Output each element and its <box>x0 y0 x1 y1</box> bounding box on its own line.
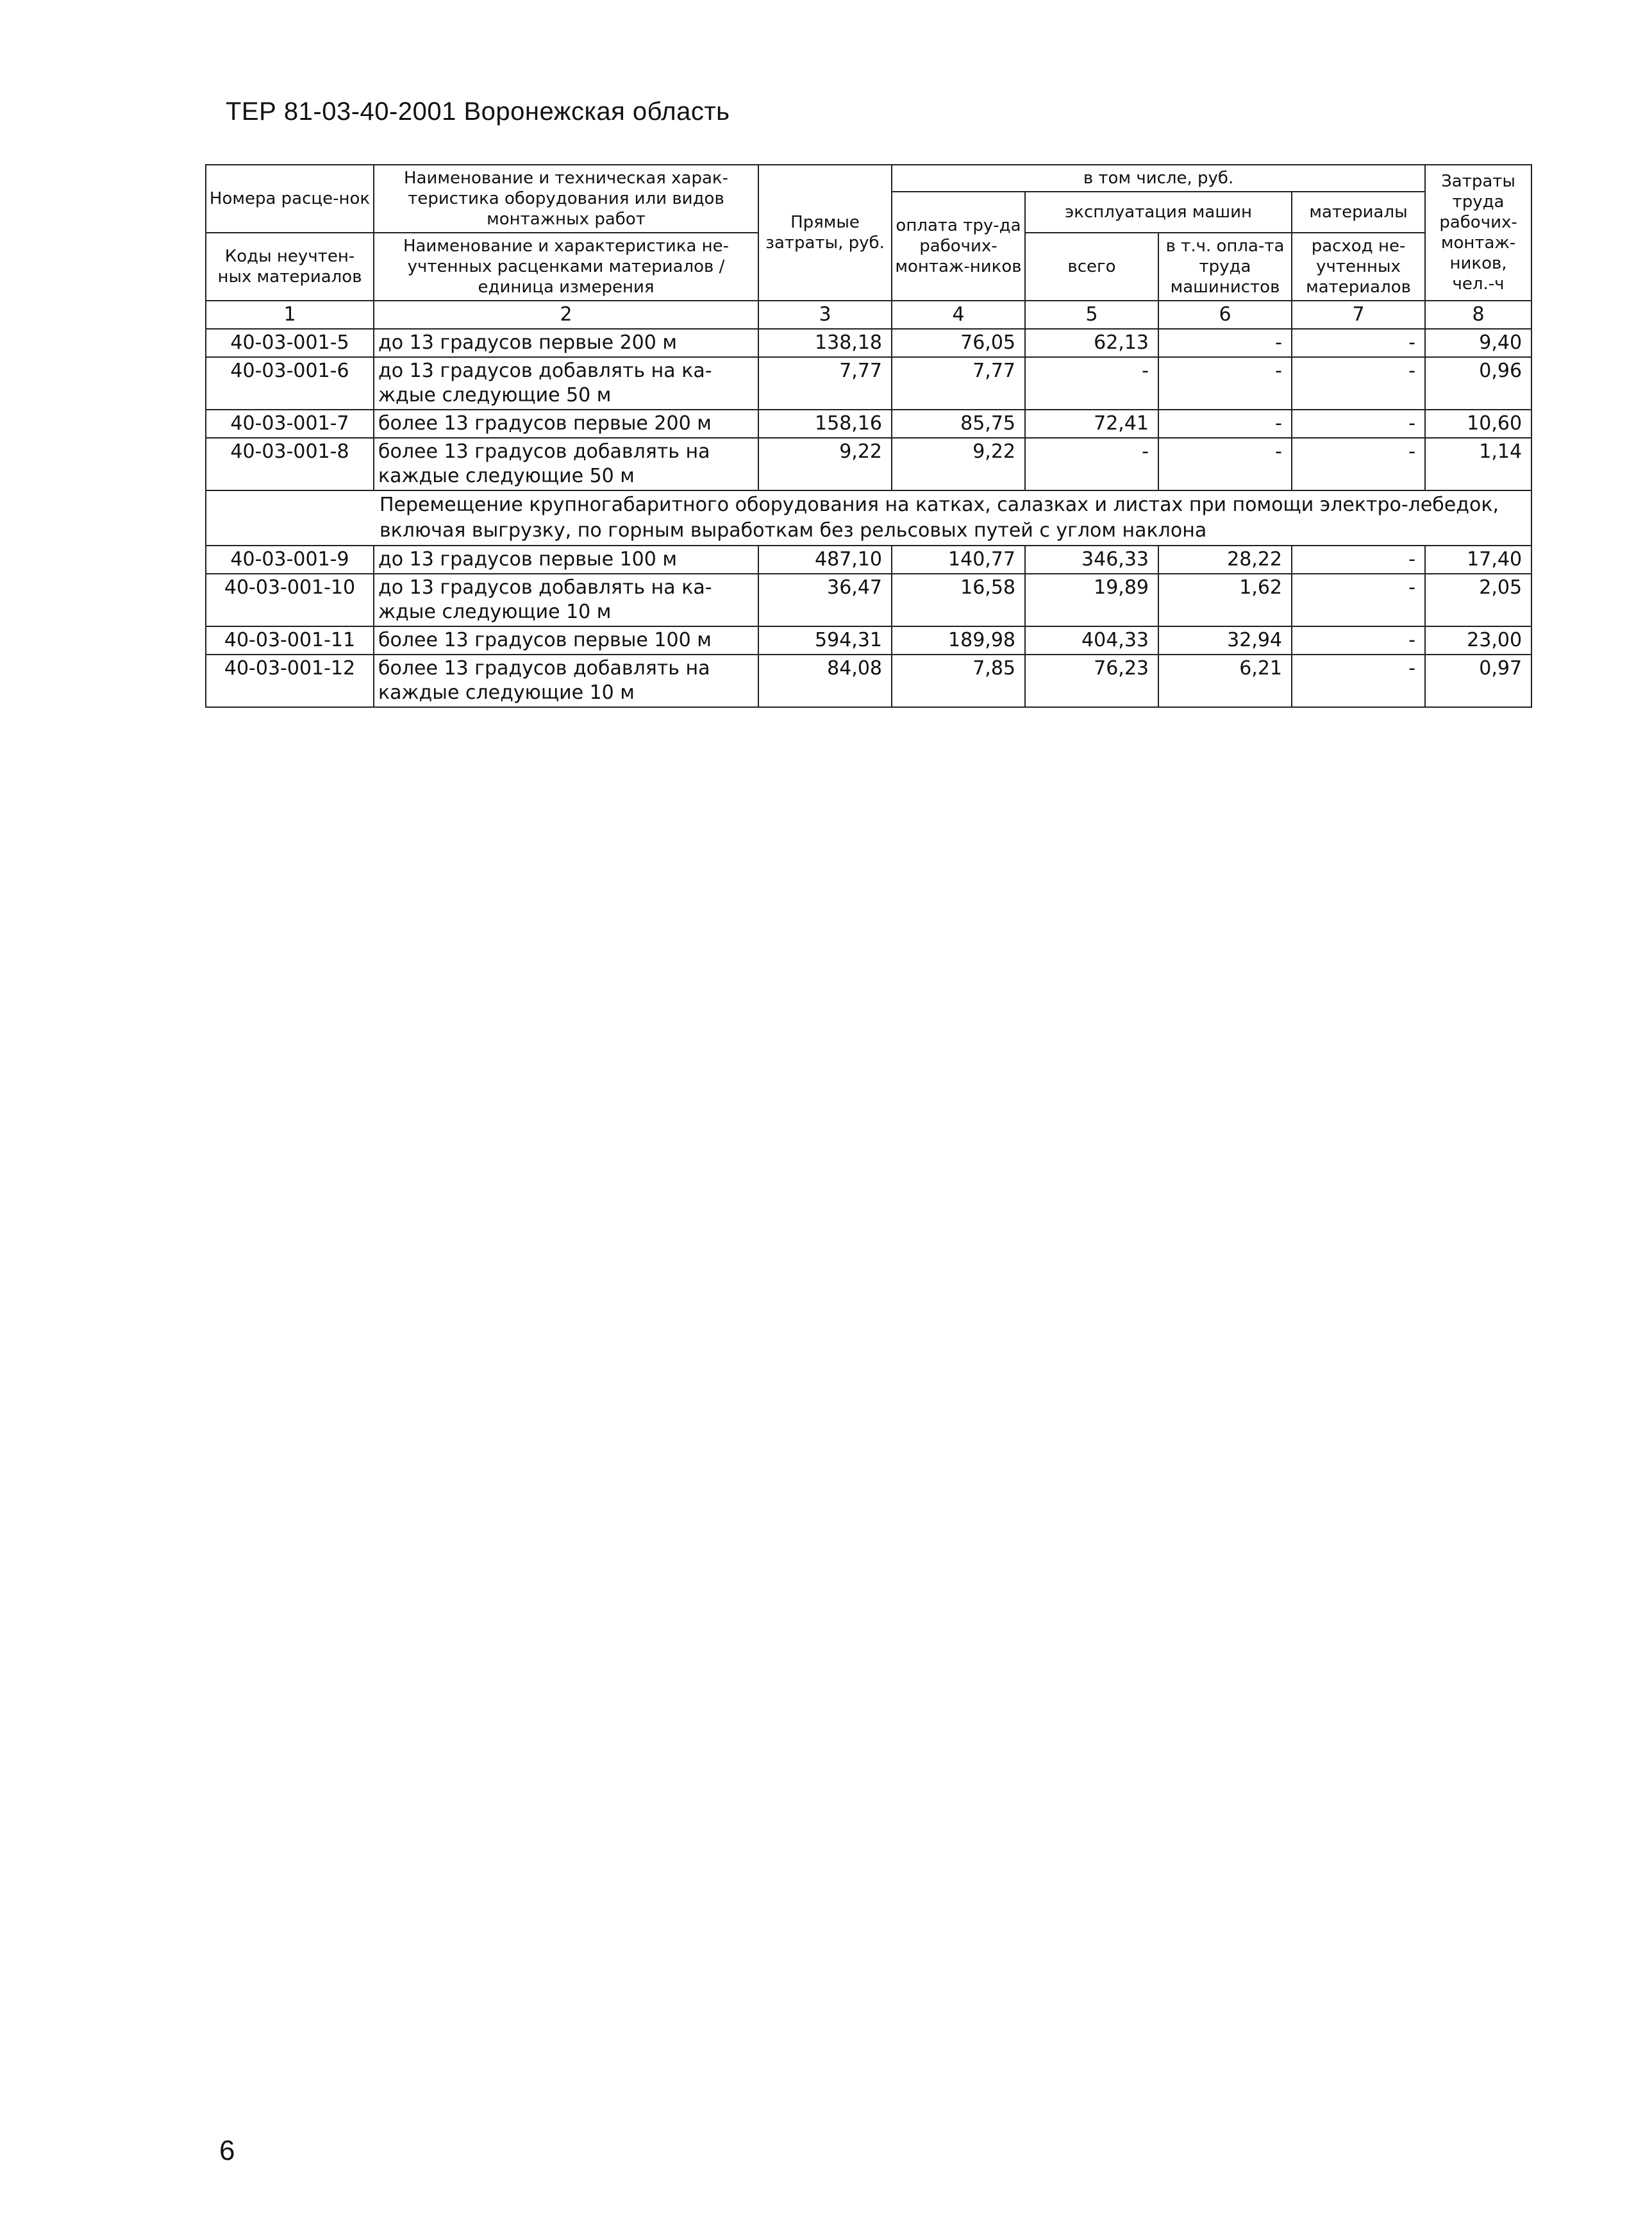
labor-hours: 0,97 <box>1425 655 1531 707</box>
direct-costs: 138,18 <box>758 329 892 357</box>
header-machine-total: всего <box>1025 233 1158 301</box>
header-including: в том числе, руб. <box>892 165 1425 192</box>
work-name: до 13 градусов добавлять на ка-ждые следующие 50 м <box>374 357 758 410</box>
direct-costs: 487,10 <box>758 546 892 574</box>
table-row <box>206 438 1531 490</box>
header-work-name: Наименование и техническая харак-теристика оборудования или видов монтажных работ <box>374 165 758 233</box>
rate-code: 40-03-001-11 <box>206 626 374 655</box>
direct-costs: 9,22 <box>758 438 892 490</box>
column-index: 8 <box>1425 301 1531 329</box>
column-index: 4 <box>892 301 1025 329</box>
rate-code: 40-03-001-7 <box>206 410 374 438</box>
labor-hours: 23,00 <box>1425 626 1531 655</box>
rate-code: 40-03-001-5 <box>206 329 374 357</box>
rate-code: 40-03-001-8 <box>206 438 374 490</box>
table-row <box>206 626 1531 655</box>
header-material-name: Наименование и характеристика не-учтенных расценками материалов / единица измерения <box>374 233 758 301</box>
labor-hours: 2,05 <box>1425 574 1531 626</box>
machinist-pay: 6,21 <box>1158 655 1292 707</box>
rate-code: 40-03-001-6 <box>206 357 374 410</box>
work-name: более 13 градусов первые 100 м <box>374 626 758 655</box>
column-index-row <box>206 301 1531 329</box>
labor-pay: 7,77 <box>892 357 1025 410</box>
materials: - <box>1292 655 1425 707</box>
materials: - <box>1292 626 1425 655</box>
materials: - <box>1292 546 1425 574</box>
work-name: до 13 градусов добавлять на ка-ждые следующие 10 м <box>374 574 758 626</box>
column-index: 6 <box>1158 301 1292 329</box>
materials: - <box>1292 329 1425 357</box>
machine-total: 346,33 <box>1025 546 1158 574</box>
header-labor-hours: Затраты труда рабочих-монтаж-ников, чел.-ч <box>1425 165 1531 301</box>
direct-costs: 594,31 <box>758 626 892 655</box>
labor-pay: 9,22 <box>892 438 1025 490</box>
machine-total: - <box>1025 438 1158 490</box>
work-name: более 13 градусов первые 200 м <box>374 410 758 438</box>
header-unaccounted-materials: расход не-учтенных материалов <box>1292 233 1425 301</box>
machine-total: 19,89 <box>1025 574 1158 626</box>
header-row-1 <box>206 165 1531 192</box>
labor-pay: 189,98 <box>892 626 1025 655</box>
rate-code: 40-03-001-12 <box>206 655 374 707</box>
column-index: 7 <box>1292 301 1425 329</box>
labor-pay: 76,05 <box>892 329 1025 357</box>
machine-total: - <box>1025 357 1158 410</box>
materials: - <box>1292 410 1425 438</box>
work-name: более 13 градусов добавлять на каждые следующие 10 м <box>374 655 758 707</box>
header-direct-costs: Прямые затраты, руб. <box>758 165 892 301</box>
direct-costs: 36,47 <box>758 574 892 626</box>
rate-code: 40-03-001-9 <box>206 546 374 574</box>
header-machine-operation: эксплуатация машин <box>1025 192 1292 233</box>
machinist-pay: 32,94 <box>1158 626 1292 655</box>
header-rate-numbers: Номера расце-нок <box>206 165 374 233</box>
table-row <box>206 357 1531 410</box>
labor-hours: 17,40 <box>1425 546 1531 574</box>
materials: - <box>1292 574 1425 626</box>
table-row <box>206 546 1531 574</box>
machinist-pay: - <box>1158 410 1292 438</box>
column-index: 1 <box>206 301 374 329</box>
page-number: 6 <box>219 2135 235 2166</box>
column-index: 3 <box>758 301 892 329</box>
labor-pay: 140,77 <box>892 546 1025 574</box>
column-index: 5 <box>1025 301 1158 329</box>
labor-hours: 9,40 <box>1425 329 1531 357</box>
labor-pay: 85,75 <box>892 410 1025 438</box>
machine-total: 72,41 <box>1025 410 1158 438</box>
rates-table <box>205 164 1532 708</box>
table-row <box>206 655 1531 707</box>
labor-pay: 16,58 <box>892 574 1025 626</box>
machine-total: 404,33 <box>1025 626 1158 655</box>
direct-costs: 158,16 <box>758 410 892 438</box>
document-title: ТЕР 81-03-40-2001 Воронежская область <box>226 97 730 126</box>
column-index: 2 <box>374 301 758 329</box>
labor-hours: 1,14 <box>1425 438 1531 490</box>
table-row <box>206 574 1531 626</box>
materials: - <box>1292 357 1425 410</box>
direct-costs: 7,77 <box>758 357 892 410</box>
machine-total: 62,13 <box>1025 329 1158 357</box>
table-row <box>206 329 1531 357</box>
section-row <box>206 490 1531 546</box>
machinist-pay: 1,62 <box>1158 574 1292 626</box>
work-name: до 13 градусов первые 200 м <box>374 329 758 357</box>
header-labor-pay: оплата тру-да рабочих-монтаж-ников <box>892 192 1025 301</box>
header-material-codes: Коды неучтен-ных материалов <box>206 233 374 301</box>
machine-total: 76,23 <box>1025 655 1158 707</box>
work-name: более 13 градусов добавлять на каждые следующие 50 м <box>374 438 758 490</box>
direct-costs: 84,08 <box>758 655 892 707</box>
table-row <box>206 410 1531 438</box>
machinist-pay: - <box>1158 329 1292 357</box>
header-machinist-pay: в т.ч. опла-та труда машинистов <box>1158 233 1292 301</box>
machinist-pay: 28,22 <box>1158 546 1292 574</box>
machinist-pay: - <box>1158 357 1292 410</box>
section-title: Перемещение крупногабаритного оборудования на катках, салазках и листах при помощи электро-лебедок, включая выгрузку, по горным выработкам без рельсовых путей с углом наклона <box>206 490 1531 546</box>
work-name: до 13 градусов первые 100 м <box>374 546 758 574</box>
labor-pay: 7,85 <box>892 655 1025 707</box>
labor-hours: 10,60 <box>1425 410 1531 438</box>
machinist-pay: - <box>1158 438 1292 490</box>
labor-hours: 0,96 <box>1425 357 1531 410</box>
header-materials: материалы <box>1292 192 1425 233</box>
materials: - <box>1292 438 1425 490</box>
rate-code: 40-03-001-10 <box>206 574 374 626</box>
